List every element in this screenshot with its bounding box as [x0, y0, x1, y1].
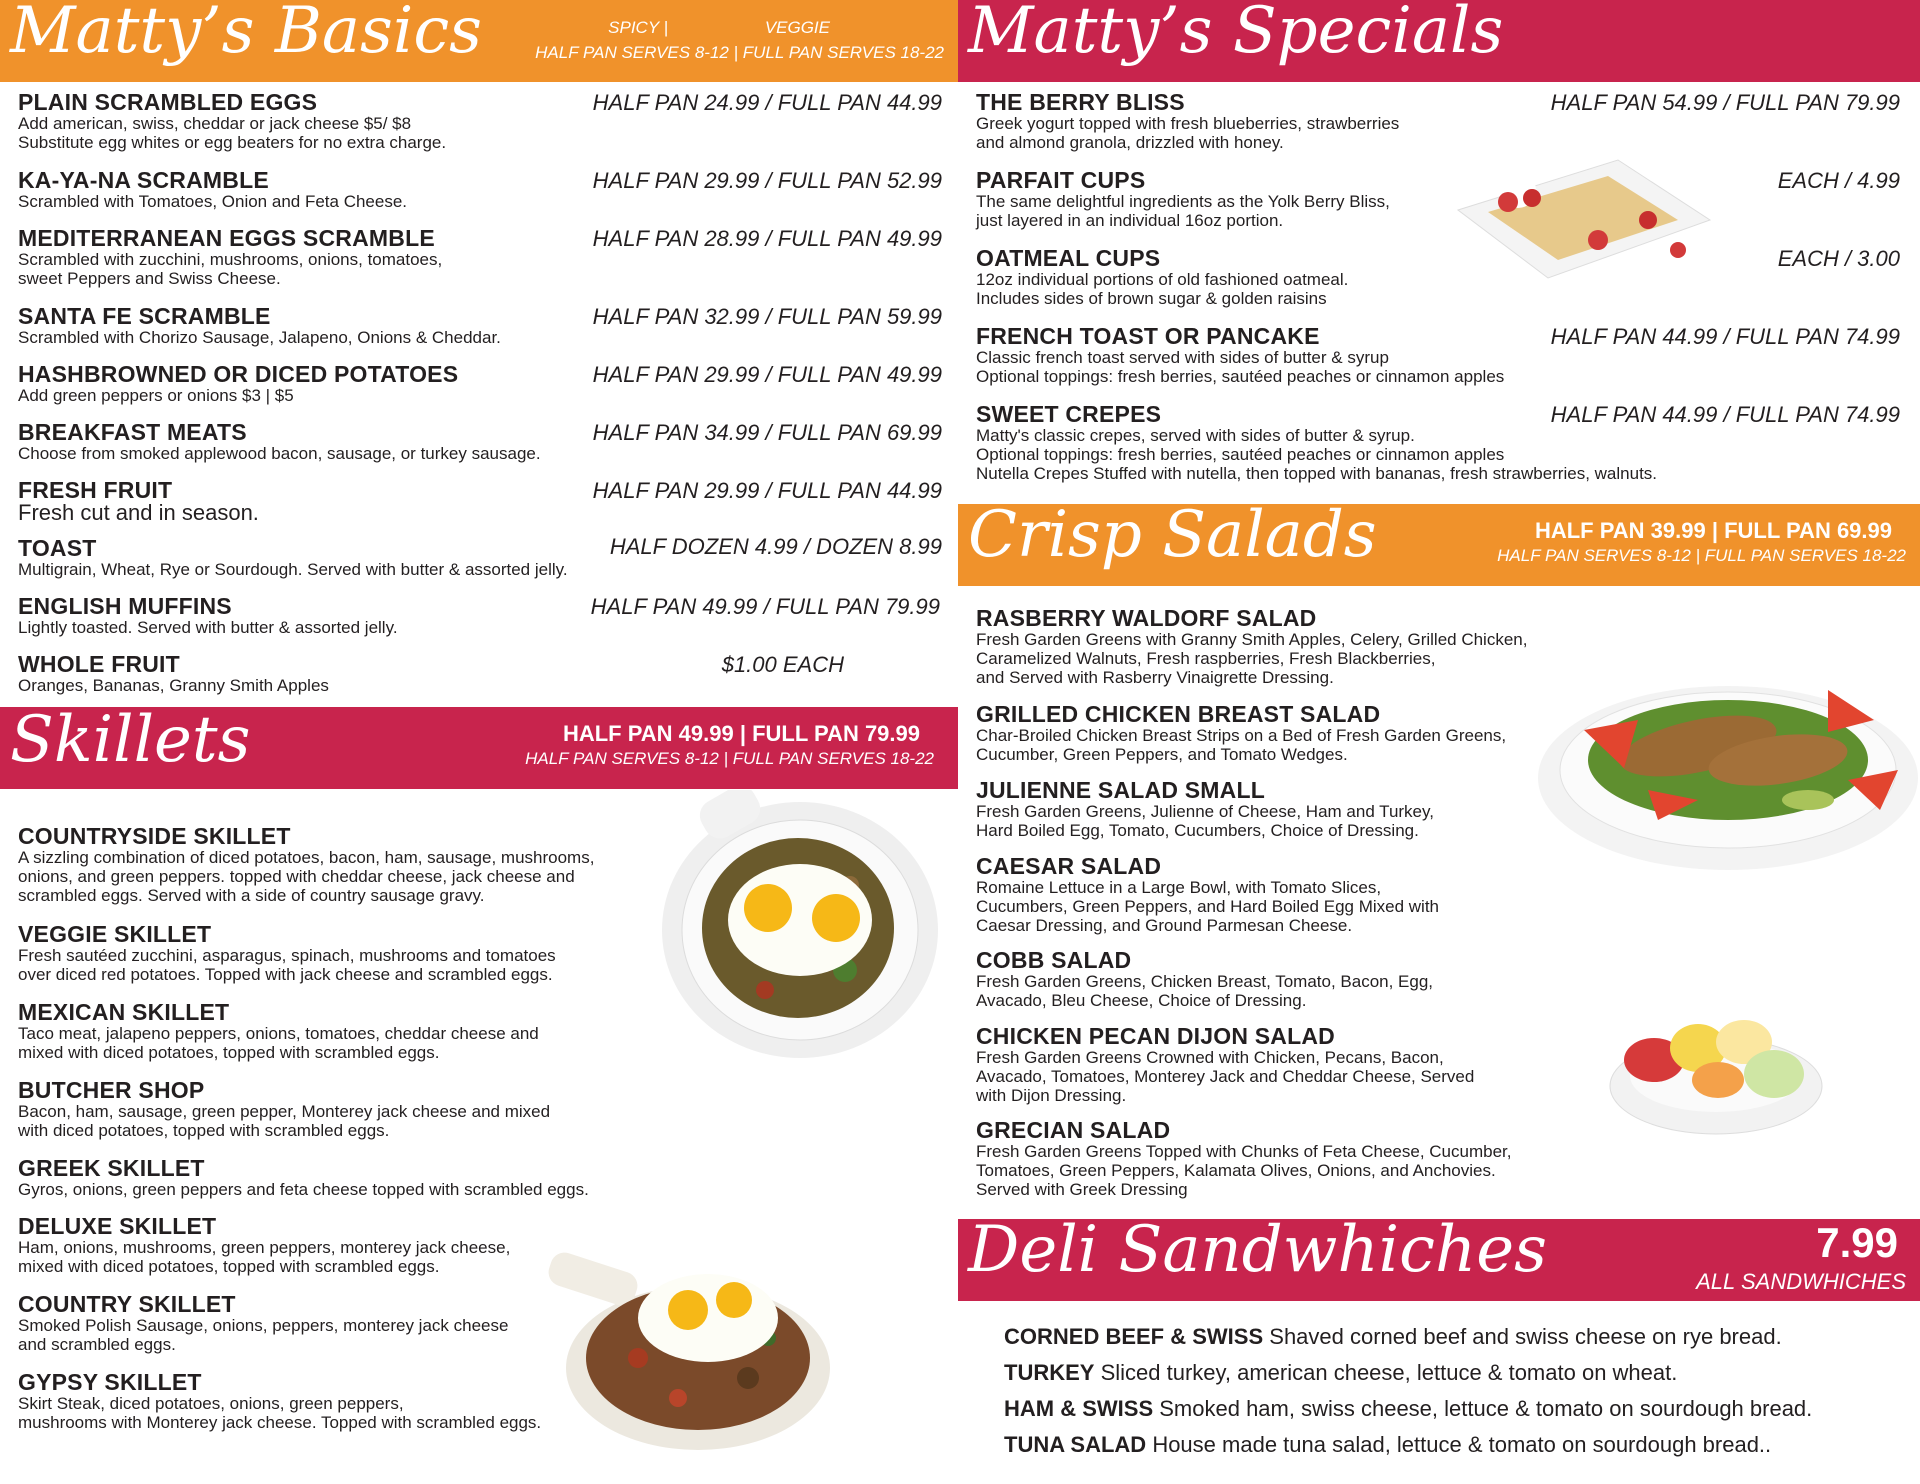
menu-item	[18, 536, 568, 579]
item-desc: over diced red potatoes. Topped with jack cheese and scrambled eggs.	[18, 965, 553, 984]
skillets-serves: HALF PAN SERVES 8-12 | FULL PAN SERVES 18-22	[525, 749, 934, 768]
sandwich-item	[1004, 1360, 1677, 1386]
item-desc: Gyros, onions, green peppers and feta cheese topped with scrambled eggs.	[18, 1180, 589, 1199]
item-name: COUNTRY SKILLET	[18, 1291, 236, 1317]
item-desc: Oranges, Bananas, Granny Smith Apples	[18, 676, 329, 695]
item-desc: and almond granola, drizzled with honey.	[976, 133, 1284, 152]
menu-item	[18, 824, 594, 905]
item-desc: just layered in an individual 16oz portion.	[976, 211, 1284, 230]
menu-item	[18, 652, 329, 695]
menu-item	[976, 90, 1399, 152]
item-desc: and Served with Rasberry Vinaigrette Dressing.	[976, 668, 1334, 687]
menu-item	[976, 702, 1506, 764]
item-desc: Fresh sautéed zucchini, asparagus, spinach, mushrooms and tomatoes	[18, 946, 556, 965]
fruit-photo	[1598, 990, 1826, 1140]
item-price: HALF PAN 32.99 / FULL PAN 59.99	[592, 304, 942, 329]
menu-item	[976, 948, 1433, 1010]
item-desc: Fresh Garden Greens Crowned with Chicken, Pecans, Bacon,	[976, 1048, 1444, 1067]
item-desc: Add green peppers or onions $3 | $5	[18, 386, 294, 405]
salads-title: Crisp Salads	[968, 504, 1377, 572]
menu-item	[976, 606, 1527, 687]
item-desc: Greek yogurt topped with fresh blueberries, strawberries	[976, 114, 1400, 133]
item-desc: scrambled eggs. Served with a side of country sausage gravy.	[18, 886, 485, 905]
sandwich-item	[1004, 1432, 1771, 1458]
item-desc: Fresh Garden Greens with Granny Smith Apples, Celery, Grilled Chicken,	[976, 630, 1528, 649]
item-name: SANTA FE SCRAMBLE	[18, 303, 271, 329]
salads-serves: HALF PAN SERVES 8-12 | FULL PAN SERVES 18-22	[1497, 546, 1906, 565]
item-name: DELUXE SKILLET	[18, 1213, 217, 1239]
menu-item	[18, 1156, 589, 1199]
item-name: TOAST	[18, 535, 97, 561]
item-name: ENGLISH MUFFINS	[18, 593, 232, 619]
menu-item	[18, 226, 442, 288]
item-price: EACH / 4.99	[1777, 168, 1900, 193]
menu-item	[18, 1370, 541, 1432]
item-desc: Lightly toasted. Served with butter & assorted jelly.	[18, 618, 398, 637]
salad-photo	[1528, 650, 1920, 876]
skillets-header	[0, 707, 958, 789]
item-desc: Scrambled with Chorizo Sausage, Jalapeno, Onions & Cheddar.	[18, 328, 501, 347]
item-desc: with Dijon Dressing.	[976, 1086, 1127, 1105]
skillet-photo-eggs	[640, 790, 940, 1060]
item-name: GRILLED CHICKEN BREAST SALAD	[976, 701, 1381, 727]
item-name: COUNTRYSIDE SKILLET	[18, 823, 291, 849]
item-desc: Cucumbers, Green Peppers, and Hard Boiled Egg Mixed with	[976, 897, 1440, 916]
menu-item	[976, 324, 1504, 386]
sandwich-name: HAM & SWISS	[1004, 1396, 1154, 1421]
skillet-photo-hash	[548, 1218, 834, 1458]
sandwich-name: TUNA SALAD	[1004, 1432, 1147, 1457]
item-desc: sweet Peppers and Swiss Cheese.	[18, 269, 281, 288]
item-price: HALF PAN 29.99 / FULL PAN 52.99	[592, 168, 942, 193]
sandwich-name: TURKEY	[1004, 1360, 1095, 1385]
item-desc: and scrambled eggs.	[18, 1335, 176, 1354]
item-desc: Cucumber, Green Peppers, and Tomato Wedges.	[976, 745, 1348, 764]
item-desc: Romaine Lettuce in a Large Bowl, with Tomato Slices,	[976, 878, 1382, 897]
sandwich-desc: Shaved corned beef and swiss cheese on rye bread.	[1269, 1324, 1782, 1349]
specials-title: Matty’s Specials	[968, 0, 1504, 68]
item-name: HASHBROWNED OR DICED POTATOES	[18, 361, 459, 387]
item-name: PLAIN SCRAMBLED EGGS	[18, 89, 318, 115]
sandwich-desc: Sliced turkey, american cheese, lettuce & tomato on wheat.	[1100, 1360, 1678, 1385]
menu-item	[976, 1024, 1474, 1105]
menu-item	[18, 362, 458, 405]
item-desc: Choose from smoked applewood bacon, sausage, or turkey sausage.	[18, 444, 541, 463]
item-desc: Smoked Polish Sausage, onions, peppers, monterey jack cheese	[18, 1316, 509, 1335]
item-price: HALF PAN 29.99 / FULL PAN 49.99	[592, 362, 942, 387]
item-name: GREEK SKILLET	[18, 1155, 205, 1181]
item-price: HALF PAN 54.99 / FULL PAN 79.99	[1550, 90, 1900, 115]
item-desc: with diced potatoes, topped with scrambled eggs.	[18, 1121, 390, 1140]
item-price: $1.00 EACH	[721, 652, 844, 677]
menu-item	[18, 594, 398, 637]
legend-veggie: VEGGIE	[764, 18, 830, 37]
item-desc: Optional toppings: fresh berries, sautéed peaches or cinnamon apples	[976, 445, 1505, 464]
item-name: GRECIAN SALAD	[976, 1117, 1171, 1143]
basics-title: Matty’s Basics	[10, 0, 482, 68]
item-name: BREAKFAST MEATS	[18, 419, 247, 445]
item-desc: Avacado, Tomatoes, Monterey Jack and Cheddar Cheese, Served	[976, 1067, 1475, 1086]
item-desc: The same delightful ingredients as the Yolk Berry Bliss,	[976, 192, 1390, 211]
deli-header	[958, 1219, 1920, 1301]
item-desc: Taco meat, jalapeno peppers, onions, tomatoes, cheddar cheese and	[18, 1024, 539, 1043]
sandwich-desc: Smoked ham, swiss cheese, lettuce & tomato on sourdough bread.	[1159, 1396, 1813, 1421]
item-desc: Fresh cut and in season.	[18, 500, 259, 525]
crepe-photo	[1448, 150, 1718, 284]
item-name: OATMEAL CUPS	[976, 245, 1161, 271]
menu-item	[18, 478, 259, 524]
item-name: JULIENNE SALAD SMALL	[976, 777, 1265, 803]
deli-title: Deli Sandwhiches	[968, 1219, 1547, 1287]
menu-item	[18, 1000, 539, 1062]
item-name: PARFAIT CUPS	[976, 167, 1146, 193]
item-desc: Tomatoes, Green Peppers, Kalamata Olives, Onions, and Anchovies.	[976, 1161, 1496, 1180]
item-desc: 12oz individual portions of old fashioned oatmeal.	[976, 270, 1349, 289]
item-name: CAESAR SALAD	[976, 853, 1162, 879]
menu-item	[976, 168, 1390, 230]
item-price: HALF PAN 29.99 / FULL PAN 44.99	[592, 478, 942, 503]
deli-price: 7.99	[1816, 1219, 1898, 1266]
item-desc: Caramelized Walnuts, Fresh raspberries, Fresh Blackberries,	[976, 649, 1436, 668]
item-desc: Scrambled with zucchini, mushrooms, onions, tomatoes,	[18, 250, 443, 269]
item-name: VEGGIE SKILLET	[18, 921, 212, 947]
item-desc: Ham, onions, mushrooms, green peppers, monterey jack cheese,	[18, 1238, 511, 1257]
legend-spicy: SPICY |	[608, 18, 668, 37]
salads-price: HALF PAN 39.99 | FULL PAN 69.99	[1534, 518, 1892, 543]
menu-item	[18, 1214, 510, 1276]
item-price: HALF PAN 34.99 / FULL PAN 69.99	[592, 420, 942, 445]
item-price: HALF PAN 44.99 / FULL PAN 74.99	[1550, 324, 1900, 349]
item-desc: Classic french toast served with sides of butter & syrup	[976, 348, 1389, 367]
item-desc: Substitute egg whites or egg beaters for no extra charge.	[18, 133, 447, 152]
item-desc: Multigrain, Wheat, Rye or Sourdough. Served with butter & assorted jelly.	[18, 560, 568, 579]
deli-price-note: ALL SANDWHICHES	[1696, 1269, 1906, 1294]
menu-item	[976, 246, 1348, 308]
item-name: GYPSY SKILLET	[18, 1369, 202, 1395]
item-desc: Includes sides of brown sugar & golden raisins	[976, 289, 1327, 308]
menu-item	[18, 304, 501, 347]
item-desc: Caesar Dressing, and Ground Parmesan Cheese.	[976, 916, 1353, 935]
item-desc: Fresh Garden Greens, Julienne of Cheese, Ham and Turkey,	[976, 802, 1434, 821]
menu-item	[18, 168, 407, 211]
sandwich-item	[1004, 1324, 1782, 1350]
item-desc: Matty's classic crepes, served with sides of butter & syrup.	[976, 426, 1415, 445]
item-desc: Char-Broiled Chicken Breast Strips on a Bed of Fresh Garden Greens,	[976, 726, 1507, 745]
item-price: HALF DOZEN 4.99 / DOZEN 8.99	[609, 534, 942, 559]
skillets-title: Skillets	[10, 707, 251, 777]
item-desc: Fresh Garden Greens, Chicken Breast, Tomato, Bacon, Egg,	[976, 972, 1434, 991]
sandwich-item	[1004, 1396, 1812, 1422]
item-desc: Hard Boiled Egg, Tomato, Cucumbers, Choice of Dressing.	[976, 821, 1419, 840]
item-name: THE BERRY BLISS	[976, 89, 1185, 115]
item-desc: mushrooms with Monterey jack cheese. Topped with scrambled eggs.	[18, 1413, 542, 1432]
specials-header	[958, 0, 1920, 82]
menu-item	[976, 1118, 1511, 1199]
item-name: WHOLE FRUIT	[18, 651, 180, 677]
item-name: MEXICAN SKILLET	[18, 999, 230, 1025]
item-price: HALF PAN 28.99 / FULL PAN 49.99	[592, 226, 942, 251]
item-price: HALF PAN 49.99 / FULL PAN 79.99	[590, 594, 940, 619]
item-price: HALF PAN 44.99 / FULL PAN 74.99	[1550, 402, 1900, 427]
item-desc: Optional toppings: fresh berries, sautéed peaches or cinnamon apples	[976, 367, 1505, 386]
menu-item	[18, 90, 446, 152]
item-desc: Nutella Crepes Stuffed with nutella, then topped with bananas, fresh strawberries, walnuts.	[976, 464, 1658, 483]
item-name: COBB SALAD	[976, 947, 1132, 973]
salads-header	[958, 504, 1920, 586]
item-desc: Served with Greek Dressing	[976, 1180, 1188, 1199]
sandwich-desc: House made tuna salad, lettuce & tomato on sourdough bread..	[1152, 1432, 1772, 1457]
menu-item	[18, 420, 541, 463]
item-name: SWEET CREPES	[976, 401, 1162, 427]
item-desc: Add american, swiss, cheddar or jack cheese $5/ $8	[18, 114, 412, 133]
basics-serves: HALF PAN SERVES 8-12 | FULL PAN SERVES 18-22	[535, 43, 944, 62]
item-desc: mixed with diced potatoes, topped with scrambled eggs.	[18, 1257, 440, 1276]
item-desc: Scrambled with Tomatoes, Onion and Feta Cheese.	[18, 192, 408, 211]
skillets-price: HALF PAN 49.99 | FULL PAN 79.99	[562, 721, 920, 746]
menu-item	[976, 778, 1434, 840]
sandwich-name: CORNED BEEF & SWISS	[1004, 1324, 1264, 1349]
item-desc: mixed with diced potatoes, topped with scrambled eggs.	[18, 1043, 440, 1062]
item-desc: Skirt Steak, diced potatoes, onions, green peppers,	[18, 1394, 404, 1413]
item-desc: A sizzling combination of diced potatoes, bacon, ham, sausage, mushrooms,	[18, 848, 595, 867]
item-desc: Avacado, Bleu Cheese, Choice of Dressing.	[976, 991, 1307, 1010]
item-desc: onions, and green peppers. topped with cheddar cheese, jack cheese and	[18, 867, 575, 886]
basics-header	[0, 0, 958, 82]
menu-item	[18, 1292, 508, 1354]
item-name: RASBERRY WALDORF SALAD	[976, 605, 1317, 631]
item-name: FRENCH TOAST OR PANCAKE	[976, 323, 1320, 349]
item-name: KA-YA-NA SCRAMBLE	[18, 167, 269, 193]
item-name: MEDITERRANEAN EGGS SCRAMBLE	[18, 225, 435, 251]
item-price: EACH / 3.00	[1777, 246, 1900, 271]
menu-item	[18, 922, 556, 984]
menu-item	[18, 1078, 550, 1140]
item-desc: Fresh Garden Greens Topped with Chunks of Feta Cheese, Cucumber,	[976, 1142, 1512, 1161]
item-name: BUTCHER SHOP	[18, 1077, 205, 1103]
item-name: CHICKEN PECAN DIJON SALAD	[976, 1023, 1335, 1049]
item-price: HALF PAN 24.99 / FULL PAN 44.99	[592, 90, 942, 115]
menu-item	[976, 854, 1439, 935]
item-desc: Bacon, ham, sausage, green pepper, Monterey jack cheese and mixed	[18, 1102, 551, 1121]
item-name: FRESH FRUIT	[18, 477, 173, 503]
